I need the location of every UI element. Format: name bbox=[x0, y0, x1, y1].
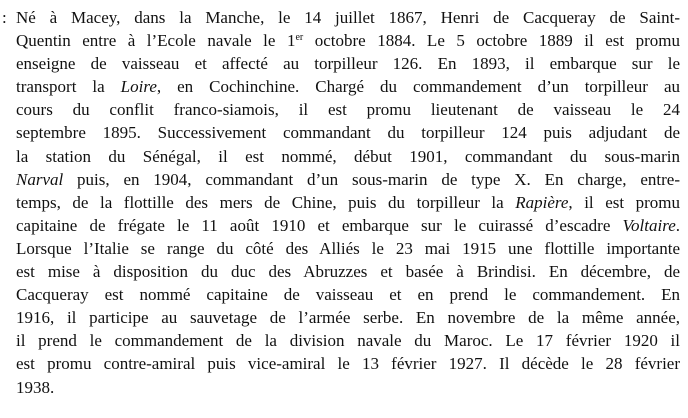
line-text: Né à Macey, dans la Manche, le 14 juillet 1867, Henri de Cacqueray de Saint- bbox=[16, 8, 680, 27]
lead-colon-mark: : bbox=[2, 8, 7, 27]
paragraph-line bbox=[16, 329, 680, 352]
paragraph-line bbox=[16, 352, 680, 375]
line-text: septembre 1895. Successivement commandant du torpilleur 124 puis adjudant de bbox=[16, 123, 680, 143]
line-text: capitaine de frégate le 11 août 1910 et embarque sur le cuirassé d’escadre bbox=[16, 215, 623, 235]
paragraph-line bbox=[16, 168, 680, 191]
line-text: il prend le commandement de la division navale du Maroc. Le 17 février 1920 il bbox=[16, 331, 680, 351]
line-text: 1938. bbox=[16, 377, 55, 397]
line-text: octobre 1884. Le 5 octobre 1889 il est promu bbox=[303, 31, 680, 51]
ordinal-superscript: er bbox=[295, 32, 304, 44]
paragraph-line bbox=[16, 6, 680, 29]
line-text: puis, en 1904, commandant d’un sous-marin de type X. En charge, entre- bbox=[63, 169, 680, 189]
paragraph-line bbox=[16, 191, 680, 214]
line-text: cours du conflit franco-siamois, il est promu lieutenant de vaisseau le 24 bbox=[16, 100, 680, 120]
line-text: temps, de la flottille des mers de Chine, puis du torpilleur la bbox=[16, 192, 516, 212]
line-text: est promu contre-amiral puis vice-amiral le 13 février 1927. Il décède le 28 février bbox=[16, 354, 680, 374]
line-text: 1916, il participe au sauvetage de l’armée serbe. En novembre de la même année, bbox=[16, 308, 680, 328]
paragraph-line bbox=[16, 237, 680, 260]
line-text: Cacqueray est nommé capitaine de vaisseau et en prend le commandement. En bbox=[16, 285, 680, 305]
paragraph-line bbox=[16, 283, 680, 306]
line-text: , en Cochinchine. Chargé du commandement d’un torpilleur au bbox=[156, 77, 680, 97]
paragraph-line bbox=[16, 52, 680, 75]
line-text: Lorsque l’Italie se range du côté des Alliés le 23 mai 1915 une flottille importante bbox=[16, 238, 680, 258]
ship-name-italic: Loire bbox=[120, 77, 157, 97]
line-text: est mise à disposition du duc des Abruzzes et basée à Brindisi. En décembre, de bbox=[16, 262, 680, 282]
line-text: . bbox=[675, 215, 680, 235]
line-text: enseigne de vaisseau et affecté au torpilleur 126. En 1893, il embarque sur le bbox=[16, 54, 680, 74]
biography-paragraph bbox=[16, 6, 680, 399]
paragraph-line bbox=[16, 121, 680, 144]
paragraph-line bbox=[16, 376, 680, 399]
ship-name-italic: Rapière bbox=[515, 192, 569, 212]
line-text: Quentin entre à l’Ecole navale le 1 bbox=[16, 31, 296, 51]
paragraph-line bbox=[16, 260, 680, 283]
paragraph-line bbox=[16, 306, 680, 329]
ship-name-italic: Narval bbox=[16, 169, 64, 189]
line-text: , il est promu bbox=[568, 192, 680, 212]
ship-name-italic: Voltaire bbox=[622, 215, 676, 235]
line-text: la station du Sénégal, il est nommé, début 1901, commandant du sous-marin bbox=[16, 146, 680, 166]
line-text: transport la bbox=[16, 77, 121, 97]
paragraph-line bbox=[16, 98, 680, 121]
paragraph-line bbox=[16, 29, 680, 52]
paragraph-line bbox=[16, 214, 680, 237]
paragraph-line bbox=[16, 75, 680, 98]
paragraph-line bbox=[16, 145, 680, 168]
